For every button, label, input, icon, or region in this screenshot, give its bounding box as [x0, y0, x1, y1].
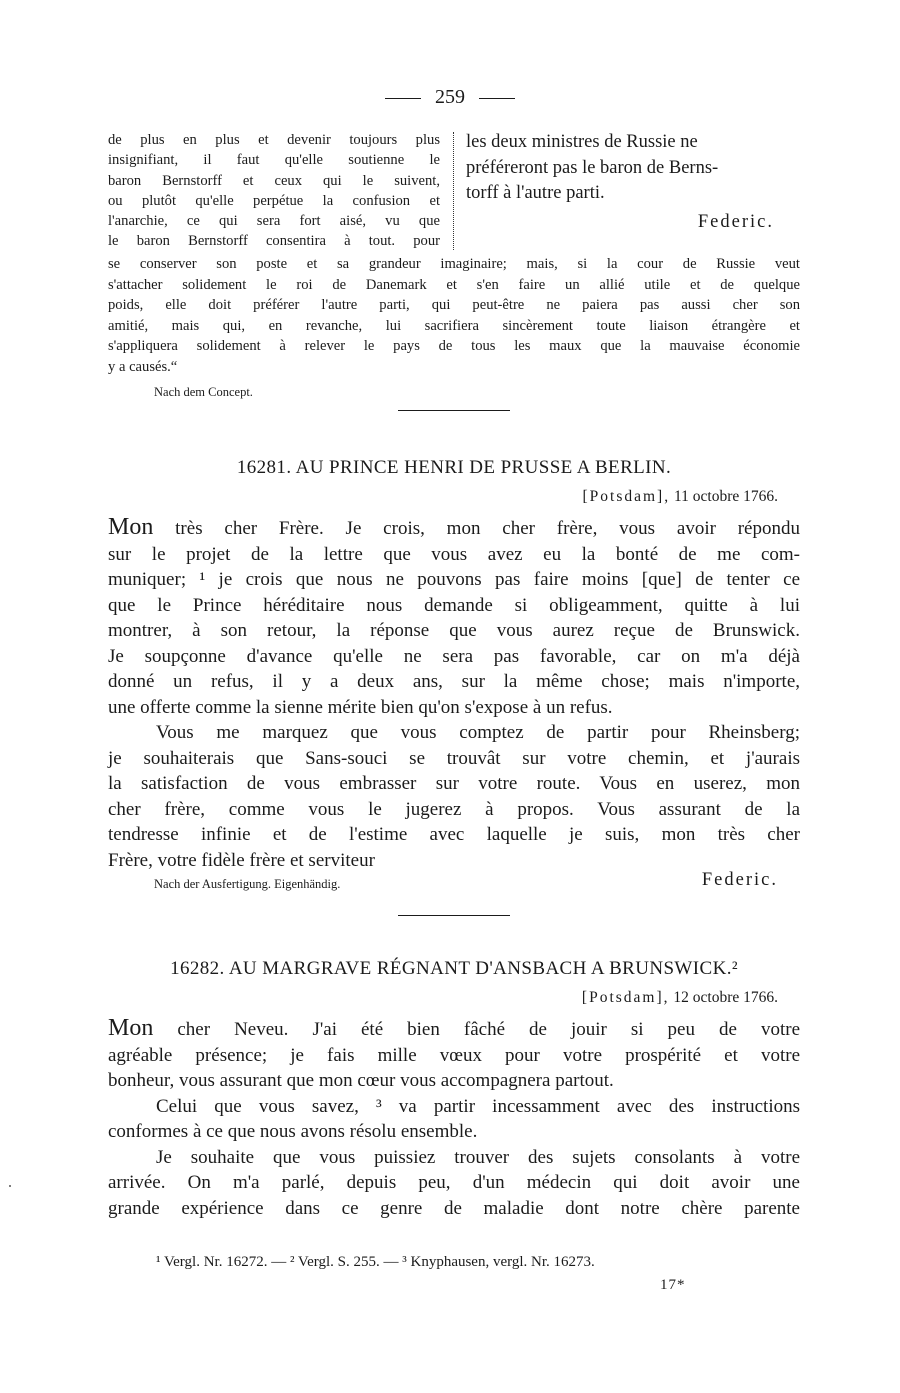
- continuation-line: s'attacher solidement le roi de Danemark et s'en faire un allié utile et de quelque: [108, 276, 800, 293]
- printer-signature-mark: 17*: [660, 1277, 686, 1293]
- letter-heading: 16282. AU MARGRAVE RÉGNANT D'ANSBACH A BRUNSWICK.²: [170, 958, 738, 979]
- letter-body: [108, 515, 800, 873]
- section-separator: [398, 915, 510, 916]
- left-column: [108, 130, 440, 252]
- body-line: une offerte comme la sienne mérite bien qu'on s'expose à un refus.: [108, 696, 613, 718]
- body-line: montrer, à son retour, la réponse que vous aurez reçue de Brunswick.: [108, 620, 800, 641]
- body-line: Je soupçonne d'avance qu'elle ne sera pas favorable, car on m'a déjà: [108, 645, 800, 667]
- two-column-section: [108, 130, 800, 250]
- letter-dateline: [582, 989, 778, 1007]
- left-column-line: baron Bernstorff et ceux qui le suivent,: [108, 172, 440, 189]
- header-rule-left: [385, 98, 421, 99]
- page-number: 259: [435, 86, 465, 108]
- left-column-line: de plus en plus et devenir toujours plus: [108, 132, 440, 148]
- first-word: Mon: [108, 514, 154, 540]
- body-line: agréable présence; je fais mille vœux pour votre prospérité et votre: [108, 1044, 800, 1066]
- date: 12 octobre 1766.: [673, 989, 778, 1006]
- body-line: Frère, votre fidèle frère et serviteur: [108, 849, 375, 871]
- body-line: grande expérience dans ce genre de maladie dont notre chère parente: [108, 1197, 800, 1219]
- header-rule-right: [479, 98, 515, 99]
- left-column-line: ou plutôt qu'elle perpétue la confusion et: [108, 192, 440, 209]
- scan-speck: [9, 1185, 11, 1187]
- body-line: [108, 515, 800, 542]
- column-divider: [453, 132, 454, 250]
- right-column-line: préféreront pas le baron de Berns-: [466, 157, 719, 178]
- date: 11 octobre 1766.: [673, 488, 778, 505]
- letter-heading: 16281. AU PRINCE HENRI DE PRUSSE A BERLIN.: [236, 457, 672, 478]
- body-line: bonheur, vous assurant que mon cœur vous accompagnera partout.: [108, 1070, 614, 1091]
- continuation-line: y a causés.“: [108, 358, 178, 375]
- body-line: tendresse infinie et de l'estime avec laquelle je suis, mon très cher: [108, 824, 800, 845]
- body-line: je souhaiterais que Sans-souci se trouvât sur votre chemin, et j'aurais: [108, 747, 800, 769]
- body-line: Celui que vous savez, ³ va partir incessamment avec des instructions: [156, 1095, 800, 1117]
- continuation-text: [108, 254, 800, 378]
- left-column-line: l'anarchie, ce qui sera fort aisé, vu que: [108, 213, 440, 230]
- body-line: que le Prince héréditaire nous demande si obligeamment, quitte à lui: [108, 594, 800, 616]
- date-place: [Potsdam],: [581, 989, 670, 1006]
- section-separator: [398, 410, 510, 411]
- right-column-line: les deux ministres de Russie ne: [466, 132, 698, 152]
- left-column-line: insignifiant, il faut qu'elle soutienne le: [108, 152, 440, 169]
- letter-dateline: [583, 488, 779, 506]
- right-column-signature: Federic.: [697, 211, 774, 232]
- body-line: donné un refus, il y a deux ans, sur la même chose; mais n'importe,: [108, 671, 800, 692]
- body-line: muniquer; ¹ je crois que nous ne pouvons pas faire moins [que] de tenter ce: [108, 569, 800, 590]
- body-line: Vous me marquez que vous comptez de partir pour Rheinsberg;: [156, 722, 800, 743]
- left-column-line: le baron Bernstorff consentira à tout. pour: [108, 233, 440, 250]
- body-line-text: cher Neveu. J'ai été bien fâché de jouir si peu de votre: [177, 1019, 801, 1040]
- continuation-line: amitié, mais qui, en revanche, lui sacrifiera sincèrement toute liaison étrangère et: [108, 317, 800, 334]
- body-line-text: très cher Frère. Je crois, mon cher frère, vous avoir répondu: [175, 518, 800, 539]
- right-column: [466, 130, 800, 235]
- first-word: Mon: [108, 1015, 154, 1041]
- continuation-line: poids, elle doit préférer l'autre parti, qui peut-être ne paiera pas aussi cher son: [108, 297, 800, 314]
- body-line: la satisfaction de vous embrasser sur votre route. Vous en userez, mon: [108, 773, 800, 794]
- body-line: cher frère, comme vous le jugerez à propos. Vous assurant de la: [108, 798, 800, 820]
- body-line: [108, 1016, 800, 1043]
- body-line: Je souhaite que vous puissiez trouver des sujets consolants à votre: [156, 1146, 800, 1168]
- right-column-line: torff à l'autre parti.: [466, 183, 605, 203]
- footnotes: ¹ Vergl. Nr. 16272. — ² Vergl. S. 255. — ³ Knyphausen, vergl. Nr. 16273.: [156, 1254, 595, 1270]
- source-note: Nach dem Concept.: [154, 385, 253, 399]
- continuation-line: se conserver son poste et sa grandeur imaginaire; mais, si la cour de Russie veut: [108, 256, 800, 272]
- body-line: sur le projet de la lettre que vous avez eu la bonté de me com-: [108, 543, 800, 565]
- page-header: [0, 86, 900, 109]
- letter-signature: Federic.: [701, 870, 778, 890]
- body-line: arrivée. On m'a parlé, depuis peu, d'un médecin qui doit avoir une: [108, 1172, 800, 1193]
- source-note: Nach der Ausfertigung. Eigenhändig.: [154, 877, 341, 891]
- continuation-line: s'appliquera solidement à relever le pays de tous les maux que la mauvaise économie: [108, 338, 800, 355]
- date-place: [Potsdam],: [582, 488, 671, 505]
- letter-body: [108, 1016, 800, 1221]
- body-line: conformes à ce que nous avons résolu ensemble.: [108, 1121, 478, 1142]
